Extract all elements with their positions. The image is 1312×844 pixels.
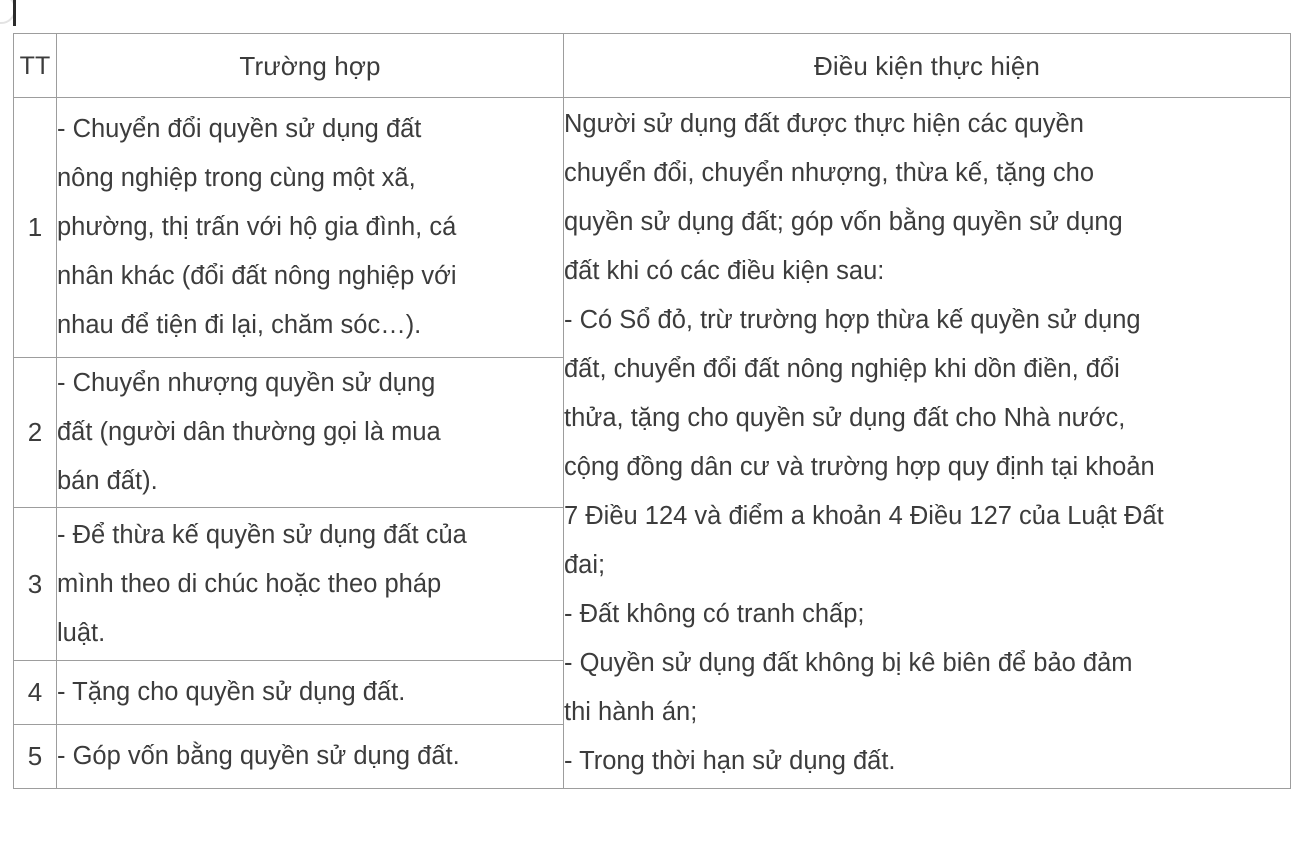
condition-line: thửa, tặng cho quyền sử dụng đất cho Nhà nước, bbox=[564, 404, 1126, 432]
condition-line: - Có Sổ đỏ, trừ trường hợp thừa kế quyền sử dụng bbox=[564, 306, 1141, 334]
row-index-cell: 3 bbox=[14, 508, 57, 661]
condition-line: đất, chuyển đổi đất nông nghiệp khi dồn điền, đổi bbox=[564, 355, 1120, 383]
table-body bbox=[14, 98, 1291, 789]
condition-merged-cell bbox=[564, 98, 1291, 789]
condition-line: 7 Điều 124 và điểm a khoản 4 Điều 127 của Luật Đất bbox=[564, 502, 1164, 530]
case-line: nhau để tiện đi lại, chăm sóc…). bbox=[57, 311, 422, 339]
case-cell bbox=[57, 725, 564, 789]
table-header bbox=[14, 34, 1291, 98]
header-row bbox=[14, 34, 1291, 98]
column-header-index: TT bbox=[14, 34, 57, 98]
condition-line: - Quyền sử dụng đất không bị kê biên để bảo đảm bbox=[564, 649, 1133, 677]
condition-line: chuyển đổi, chuyển nhượng, thừa kế, tặng cho bbox=[564, 159, 1095, 187]
condition-line: quyền sử dụng đất; góp vốn bằng quyền sử dụng bbox=[564, 208, 1123, 236]
case-line: mình theo di chúc hoặc theo pháp bbox=[57, 569, 442, 598]
condition-line: đất khi có các điều kiện sau: bbox=[564, 257, 885, 285]
condition-line: Người sử dụng đất được thực hiện các quyền bbox=[564, 110, 1084, 138]
case-line: bán đất). bbox=[57, 467, 158, 495]
case-line: đất (người dân thường gọi là mua bbox=[57, 418, 441, 446]
row-index-cell: 4 bbox=[14, 661, 57, 725]
case-line: - Chuyển nhượng quyền sử dụng bbox=[57, 369, 436, 397]
row-index-cell: 2 bbox=[14, 358, 57, 508]
text-cursor-caret bbox=[13, 0, 16, 26]
case-line: - Để thừa kế quyền sử dụng đất của bbox=[57, 520, 467, 549]
column-header-case: Trường hợp bbox=[57, 34, 564, 98]
case-line: - Tặng cho quyền sử dụng đất. bbox=[57, 678, 406, 706]
land-use-rights-table bbox=[13, 33, 1291, 789]
condition-line: - Trong thời hạn sử dụng đất. bbox=[564, 747, 896, 775]
condition-line: cộng đồng dân cư và trường hợp quy định tại khoản bbox=[564, 453, 1155, 481]
case-cell bbox=[57, 661, 564, 725]
case-line: phường, thị trấn với hộ gia đình, cá bbox=[57, 213, 457, 241]
condition-line: thi hành án; bbox=[564, 698, 698, 726]
case-line: - Góp vốn bằng quyền sử dụng đất. bbox=[57, 742, 460, 770]
table-row bbox=[14, 98, 1291, 358]
column-header-condition: Điều kiện thực hiện bbox=[564, 34, 1291, 98]
case-line: nhân khác (đổi đất nông nghiệp với bbox=[57, 262, 457, 290]
condition-line: - Đất không có tranh chấp; bbox=[564, 600, 865, 628]
condition-line: đai; bbox=[564, 551, 606, 579]
case-line: luật. bbox=[57, 618, 106, 647]
case-cell bbox=[57, 98, 564, 358]
case-line: nông nghiệp trong cùng một xã, bbox=[57, 164, 416, 192]
case-cell bbox=[57, 508, 564, 661]
case-line: - Chuyển đổi quyền sử dụng đất bbox=[57, 115, 422, 143]
row-index-cell: 1 bbox=[14, 98, 57, 358]
row-index-cell: 5 bbox=[14, 725, 57, 789]
case-cell bbox=[57, 358, 564, 508]
